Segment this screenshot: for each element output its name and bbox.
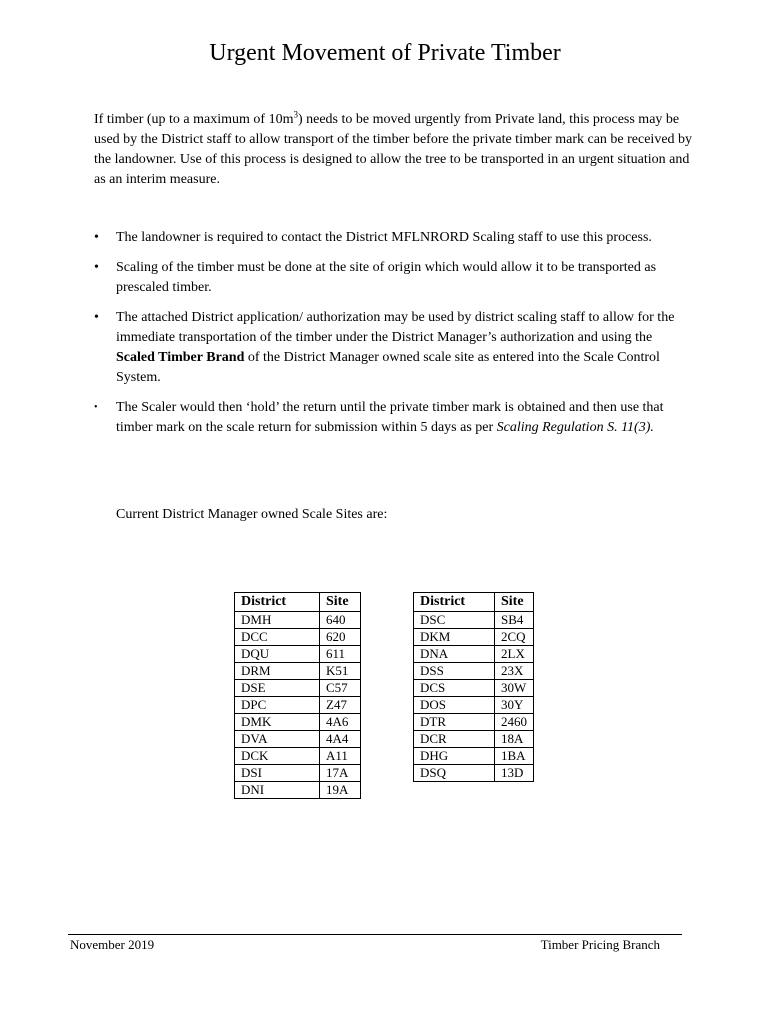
bullet-bold-text: Scaled Timber Brand bbox=[116, 350, 245, 365]
bullet-text: The Scaler would then ‘hold’ the return until the private timber mark is obtained and then use that timber mark on the scale return for submission within 5 days as per bbox=[116, 400, 664, 435]
scale-sites-table-1 bbox=[234, 592, 361, 799]
table-row bbox=[414, 612, 534, 629]
table-row bbox=[235, 765, 361, 782]
bullet-item-authorization bbox=[94, 308, 694, 388]
bullet-item-hold-return bbox=[94, 398, 694, 438]
column-header-site: Site bbox=[495, 593, 534, 612]
page-title: Urgent Movement of Private Timber bbox=[209, 40, 561, 66]
site-cell: SB4 bbox=[495, 612, 534, 629]
site-cell: 620 bbox=[320, 629, 361, 646]
table-row bbox=[235, 731, 361, 748]
intro-text-part2: ) needs to be moved urgently from Private land, this process may be used by the District staff to allow transport of the timber before the private timber mark can be received by the landowner. Use of this process is designed to allow the tree to be transported in an urgent situation and as an interim measure. bbox=[94, 112, 693, 187]
site-cell: 611 bbox=[320, 646, 361, 663]
site-cell: 18A bbox=[495, 731, 534, 748]
district-cell: DSI bbox=[235, 765, 320, 782]
intro-paragraph bbox=[94, 110, 694, 190]
bullet-text: of the District Manager owned scale site as entered into the Scale Control System. bbox=[116, 350, 660, 385]
district-cell: DSQ bbox=[414, 765, 495, 782]
site-cell: 13D bbox=[495, 765, 534, 782]
bullet-list bbox=[94, 228, 694, 438]
site-cell: 30Y bbox=[495, 697, 534, 714]
table-header-row bbox=[414, 593, 534, 612]
table-row bbox=[235, 629, 361, 646]
site-cell: K51 bbox=[320, 663, 361, 680]
table-row bbox=[414, 731, 534, 748]
bullet-icon: • bbox=[94, 260, 99, 275]
scale-sites-label: Current District Manager owned Scale Sites are: bbox=[116, 507, 388, 522]
bullet-text: Scaling of the timber must be done at the site of origin which would allow it to be transported as prescaled timber. bbox=[116, 260, 657, 295]
site-cell: 2CQ bbox=[495, 629, 534, 646]
table-row bbox=[414, 765, 534, 782]
column-header-site: Site bbox=[320, 593, 361, 612]
table-row bbox=[414, 629, 534, 646]
site-cell: 4A4 bbox=[320, 731, 361, 748]
site-cell: C57 bbox=[320, 680, 361, 697]
table-row bbox=[235, 612, 361, 629]
bullet-text: The attached District application/ authorization may be used by district scaling staff to allow for the immediate transportation of the timber under the District Manager’s authorization and using the bbox=[116, 310, 675, 345]
district-cell: DKM bbox=[414, 629, 495, 646]
table-header-row bbox=[235, 593, 361, 612]
footer-date: November 2019 bbox=[70, 937, 155, 952]
district-cell: DOS bbox=[414, 697, 495, 714]
site-cell: 4A6 bbox=[320, 714, 361, 731]
site-cell: Z47 bbox=[320, 697, 361, 714]
table-row bbox=[414, 680, 534, 697]
district-cell: DPC bbox=[235, 697, 320, 714]
district-cell: DSS bbox=[414, 663, 495, 680]
table-row bbox=[414, 663, 534, 680]
table-body bbox=[235, 612, 361, 799]
table-row bbox=[235, 680, 361, 697]
site-cell: 1BA bbox=[495, 748, 534, 765]
site-cell: 2460 bbox=[495, 714, 534, 731]
footer-branch: Timber Pricing Branch bbox=[540, 937, 660, 952]
district-cell: DHG bbox=[414, 748, 495, 765]
district-cell: DRM bbox=[235, 663, 320, 680]
site-cell: 19A bbox=[320, 782, 361, 799]
table-row bbox=[235, 748, 361, 765]
bullet-icon: • bbox=[94, 402, 98, 413]
column-header-district: District bbox=[414, 593, 495, 612]
site-cell: 17A bbox=[320, 765, 361, 782]
site-cell: 2LX bbox=[495, 646, 534, 663]
table-row bbox=[414, 697, 534, 714]
district-cell: DVA bbox=[235, 731, 320, 748]
table-row bbox=[414, 748, 534, 765]
district-cell: DCC bbox=[235, 629, 320, 646]
table-row bbox=[235, 782, 361, 799]
district-cell: DNA bbox=[414, 646, 495, 663]
bullet-text: The landowner is required to contact the District MFLNRORD Scaling staff to use this process. bbox=[116, 230, 652, 245]
district-cell: DMK bbox=[235, 714, 320, 731]
district-cell: DQU bbox=[235, 646, 320, 663]
table-row bbox=[414, 646, 534, 663]
district-cell: DSC bbox=[414, 612, 495, 629]
district-cell: DCR bbox=[414, 731, 495, 748]
column-header-district: District bbox=[235, 593, 320, 612]
table-row bbox=[235, 697, 361, 714]
table-row bbox=[414, 714, 534, 731]
site-cell: 640 bbox=[320, 612, 361, 629]
table-row bbox=[235, 663, 361, 680]
scale-sites-table-2 bbox=[413, 592, 534, 782]
footer-divider bbox=[68, 934, 682, 935]
site-cell: A11 bbox=[320, 748, 361, 765]
site-cell: 30W bbox=[495, 680, 534, 697]
district-cell: DCS bbox=[414, 680, 495, 697]
bullet-icon: • bbox=[94, 310, 99, 325]
district-cell: DMH bbox=[235, 612, 320, 629]
bullet-icon: • bbox=[94, 230, 99, 245]
bullet-italic-text: Scaling Regulation S. 11(3). bbox=[496, 420, 654, 435]
table-body bbox=[414, 612, 534, 782]
table-row bbox=[235, 646, 361, 663]
table-row bbox=[235, 714, 361, 731]
district-cell: DSE bbox=[235, 680, 320, 697]
district-cell: DNI bbox=[235, 782, 320, 799]
intro-text-part1: If timber (up to a maximum of 10m bbox=[94, 112, 294, 127]
site-cell: 23X bbox=[495, 663, 534, 680]
intro-superscript: 3 bbox=[293, 109, 298, 120]
district-cell: DCK bbox=[235, 748, 320, 765]
bullet-item-scaling-site bbox=[94, 258, 694, 298]
bullet-item-contact bbox=[94, 228, 694, 248]
district-cell: DTR bbox=[414, 714, 495, 731]
